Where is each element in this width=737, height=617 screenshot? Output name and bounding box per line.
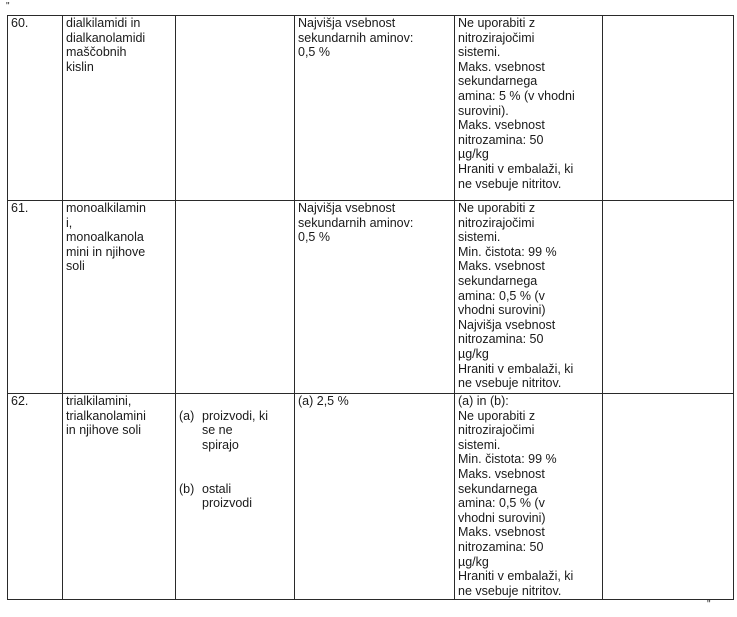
product-type (176, 394, 295, 600)
substance-name: monoalkilamin i, monoalkanola mini in njihove soli (63, 201, 176, 394)
product-type-item (179, 482, 291, 511)
conditions: Ne uporabiti z nitrozirajočimi sistemi. Min. čistota: 99 % Maks. vsebnost sekundarnega amina: 0,5 % (v vhodni surovini) Najvišja vsebnost nitrozamina: 50 µg/kg Hraniti v embalaži, ki ne vsebuje nitritov. (455, 201, 603, 394)
product-type-item (179, 409, 291, 453)
item-label: (a) (179, 408, 195, 423)
substance-name: trialkilamini, trialkanolamini in njihove soli (63, 394, 176, 600)
entry-number: 62. (8, 394, 63, 600)
max-concentration: (a) 2,5 % (295, 394, 455, 600)
item-text: ostali proizvodi (202, 481, 253, 511)
table-row (8, 16, 734, 201)
max-concentration: Najvišja vsebnost sekundarnih aminov: 0,5 % (295, 16, 455, 201)
entry-number: 61. (8, 201, 63, 394)
warnings (603, 16, 734, 201)
table-row (8, 394, 734, 600)
warnings (603, 394, 734, 600)
conditions: Ne uporabiti z nitrozirajočimi sistemi. Maks. vsebnost sekundarnega amina: 5 % (v vhodni surovini). Maks. vsebnost nitrozamina: 50 µg/kg Hraniti v embalaži, ki ne vsebuje nitritov. (455, 16, 603, 201)
entry-number: 60. (8, 16, 63, 201)
product-type (176, 201, 295, 394)
opening-quote-mark: " (6, 1, 10, 12)
substance-name: dialkilamidi in dialkanolamidi maščobnih kislin (63, 16, 176, 201)
item-text: proizvodi, ki se ne spirajo (202, 408, 268, 452)
warnings (603, 201, 734, 394)
product-type (176, 16, 295, 201)
cosmetic-ingredient-table (7, 15, 734, 600)
item-label: (b) (179, 481, 195, 496)
closing-quote-mark: " (707, 599, 711, 610)
max-concentration: Najvišja vsebnost sekundarnih aminov: 0,5 % (295, 201, 455, 394)
table-row (8, 201, 734, 394)
conditions: (a) in (b): Ne uporabiti z nitrozirajočimi sistemi. Min. čistota: 99 % Maks. vsebnost sekundarnega amina: 0,5 % (v vhodni surovini) Maks. vsebnost nitrozamina: 50 µg/kg Hraniti v embalaži, ki ne vsebuje nitritov. (455, 394, 603, 600)
